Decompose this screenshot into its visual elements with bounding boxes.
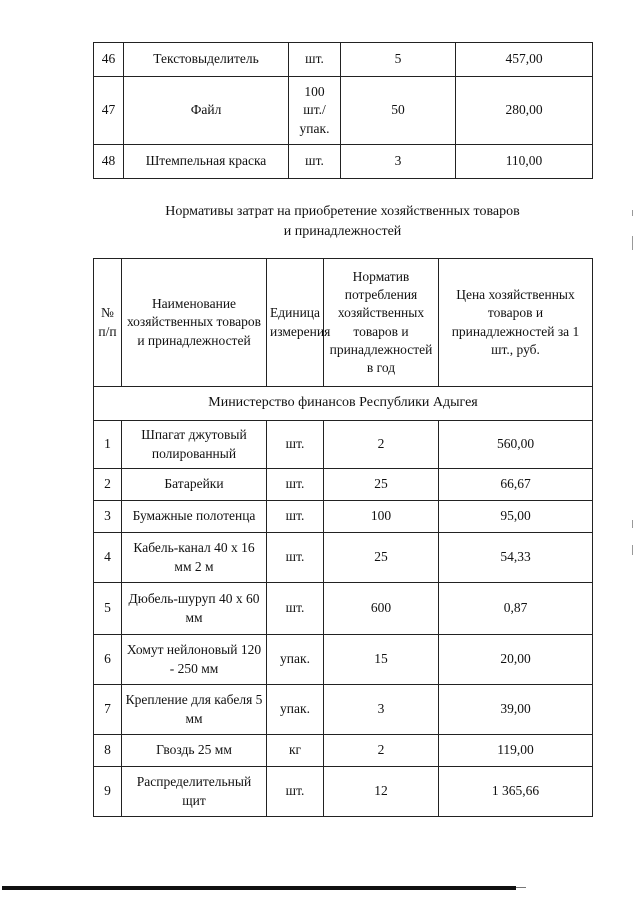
- header-norm: Норматив потребления хозяйственных товаров и принадлежностей в год: [324, 259, 439, 387]
- ministry-row: [94, 387, 593, 421]
- item-name: Файл: [124, 77, 289, 145]
- table-row: [94, 635, 593, 685]
- item-quantity: 2: [324, 735, 439, 767]
- item-price: 54,33: [439, 533, 593, 583]
- item-unit: упак.: [267, 685, 324, 735]
- item-name: Текстовыделитель: [124, 43, 289, 77]
- item-quantity: 100: [324, 501, 439, 533]
- item-quantity: 50: [341, 77, 456, 145]
- item-quantity: 15: [324, 635, 439, 685]
- item-name: Хомут нейлоновый 120 - 250 мм: [122, 635, 267, 685]
- item-price: 1 365,66: [439, 767, 593, 817]
- table-row: [94, 685, 593, 735]
- row-number: 48: [94, 145, 124, 179]
- footer-rule: [2, 886, 516, 890]
- row-number: 6: [94, 635, 122, 685]
- table-row: [94, 469, 593, 501]
- scan-mark: [632, 520, 633, 528]
- header-name: Наименование хозяйственных товаров и принадлежностей: [122, 259, 267, 387]
- section-title-line1: Нормативы затрат на приобретение хозяйственных товаров: [165, 204, 520, 219]
- item-price: 20,00: [439, 635, 593, 685]
- ministry-name: Министерство финансов Республики Адыгея: [94, 387, 593, 421]
- header-price: Цена хозяйственных товаров и принадлежностей за 1 шт., руб.: [439, 259, 593, 387]
- item-price: 560,00: [439, 421, 593, 469]
- item-name: Кабель-канал 40 х 16 мм 2 м: [122, 533, 267, 583]
- item-quantity: 25: [324, 533, 439, 583]
- item-unit: упак.: [267, 635, 324, 685]
- item-quantity: 12: [324, 767, 439, 817]
- item-name: Гвоздь 25 мм: [122, 735, 267, 767]
- row-number: 5: [94, 583, 122, 635]
- item-price: 66,67: [439, 469, 593, 501]
- table-row: [94, 421, 593, 469]
- item-name: Штемпельная краска: [124, 145, 289, 179]
- table-row: [94, 533, 593, 583]
- row-number: 3: [94, 501, 122, 533]
- item-unit: шт.: [267, 469, 324, 501]
- item-name: Шпагат джутовый полированный: [122, 421, 267, 469]
- item-unit: 100 шт./упак.: [289, 77, 341, 145]
- item-quantity: 3: [341, 145, 456, 179]
- item-price: 0,87: [439, 583, 593, 635]
- item-price: 110,00: [456, 145, 593, 179]
- row-number: 46: [94, 43, 124, 77]
- item-unit: шт.: [267, 767, 324, 817]
- table-row: [94, 145, 593, 179]
- row-number: 9: [94, 767, 122, 817]
- section-title: [93, 202, 592, 243]
- row-number: 1: [94, 421, 122, 469]
- item-name: Распределительный щит: [122, 767, 267, 817]
- row-number: 4: [94, 533, 122, 583]
- item-price: 95,00: [439, 501, 593, 533]
- footer-rule-tail: [516, 887, 526, 888]
- header-num: № п/п: [94, 259, 122, 387]
- item-quantity: 5: [341, 43, 456, 77]
- scan-mark: [632, 210, 633, 216]
- item-unit: шт.: [267, 421, 324, 469]
- item-quantity: 2: [324, 421, 439, 469]
- table-row: [94, 43, 593, 77]
- table-row: [94, 735, 593, 767]
- row-number: 2: [94, 469, 122, 501]
- item-quantity: 600: [324, 583, 439, 635]
- item-unit: шт.: [267, 583, 324, 635]
- table-row: [94, 583, 593, 635]
- row-number: 8: [94, 735, 122, 767]
- item-name: Бумажные полотенца: [122, 501, 267, 533]
- item-name: Крепление для кабеля 5 мм: [122, 685, 267, 735]
- header-row: [94, 259, 593, 387]
- row-number: 7: [94, 685, 122, 735]
- item-name: Дюбель-шуруп 40 х 60 мм: [122, 583, 267, 635]
- row-number: 47: [94, 77, 124, 145]
- item-unit: шт.: [289, 43, 341, 77]
- item-unit: шт.: [267, 533, 324, 583]
- table-row: [94, 501, 593, 533]
- item-price: 457,00: [456, 43, 593, 77]
- item-price: 119,00: [439, 735, 593, 767]
- section-title-line2: и принадлежностей: [283, 224, 402, 240]
- table-row: [94, 767, 593, 817]
- item-name: Батарейки: [122, 469, 267, 501]
- header-unit: Единица измерения: [267, 259, 324, 387]
- item-price: 39,00: [439, 685, 593, 735]
- table-row: [94, 77, 593, 145]
- norms-table: [93, 258, 593, 817]
- item-unit: шт.: [289, 145, 341, 179]
- scan-mark: [632, 236, 633, 250]
- item-quantity: 3: [324, 685, 439, 735]
- item-unit: шт.: [267, 501, 324, 533]
- item-price: 280,00: [456, 77, 593, 145]
- continuation-table: [93, 42, 593, 179]
- item-unit: кг: [267, 735, 324, 767]
- scan-mark: [632, 545, 633, 555]
- item-quantity: 25: [324, 469, 439, 501]
